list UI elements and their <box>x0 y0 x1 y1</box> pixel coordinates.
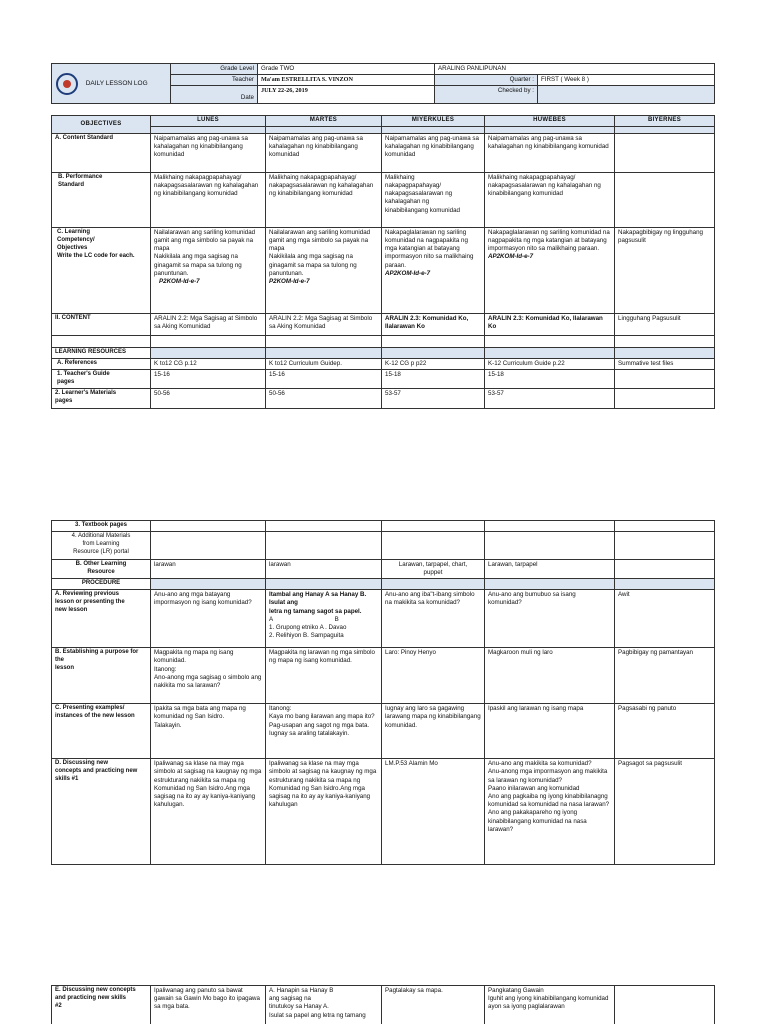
cell: Pagsagot sa pagsusulit <box>615 759 715 865</box>
row-label: II. CONTENT <box>52 313 151 335</box>
cell <box>266 227 382 313</box>
cell: Iugnay ang laro sa gagawing larawang mapa ng kinabibilangang komunidad. <box>382 704 485 759</box>
cell: ARALIN 2.3: Komunidad Ko, Ilalarawan Ko <box>382 313 485 335</box>
lc-code: AP2KOM-Id-e-7 <box>488 253 534 261</box>
grade-level-value: Grade TWO <box>258 64 435 75</box>
cell: ARALIN 2.2: Mga Sagisag at Simbolo sa Aking Komunidad <box>266 313 382 335</box>
lc-code: P2KOM-Id-e-7 <box>269 278 310 286</box>
cell: Pagtalakay sa mapa. <box>382 986 485 1024</box>
row-label: C. Learning Competency/ Objectives Write the LC code for each. <box>52 227 151 313</box>
cell: Itanong: Kaya mo bang ilarawan ang mapa ito? Pag-usapan ang sagot ng mga bata. Iugnay sa araling tatalakayin. <box>266 704 382 759</box>
cell <box>615 559 715 578</box>
row-label: B. Other Learning Resource <box>52 559 151 578</box>
cell: Awit <box>615 590 715 648</box>
date-value: JULY 22-26, 2019 <box>258 86 435 104</box>
date-label: Date <box>171 86 258 104</box>
day-header: HUWEBES <box>485 116 615 127</box>
logo-cell <box>52 64 171 104</box>
cell: Naipamamalas ang pag-unawa sa kahalagahan ng kinabibilangang komunidad <box>266 133 382 172</box>
cell-text: Nakapagbibigay ng lingguhang pagsusulit <box>618 228 703 245</box>
cell: LM.P.53 Alamin Mo <box>382 759 485 865</box>
cell-text: Nakapaglalarawan ng sariling komunidad na nagpapakita ng mga katangian at batayang impormasyon nito sa malikhaing paraan. <box>488 228 610 253</box>
cell: Malikhaing nakapagpapahayag/ nakapagsasalarawan ng kahalagahan ng kinabibilangang komunidad <box>266 172 382 227</box>
row-label: 4. Additional Materials from Learning Resource (LR) portal <box>52 531 151 559</box>
cell: 50-56 <box>266 388 382 408</box>
cell: K to12 CG p.12 <box>151 358 266 369</box>
cell: Summative test files <box>615 358 715 369</box>
row-label: A. Reviewing previous lesson or presenting the new lesson <box>52 590 151 648</box>
cell: K-12 Curriculum Guide p.22 <box>485 358 615 369</box>
cell: ARALIN 2.2: Mga Sagisag at Simbolo sa Aking Komunidad <box>151 313 266 335</box>
cell: 15-16 <box>266 370 382 389</box>
cell: Anu-ano ang bumubuo sa isang komunidad? <box>485 590 615 648</box>
cell: Malikhaing nakapagpapahayag/ nakapagsasalarawan ng kahalagahan ng kinabibilangang komunidad <box>382 172 485 227</box>
learning-area: ARALING PANLIPUNAN <box>435 64 715 75</box>
lc-code: AP2KOM-Id-e-7 <box>385 269 431 277</box>
quarter-value: FIRST ( Week 8 ) <box>538 75 715 86</box>
cell: Larawan, tarpapel, chart, puppet <box>382 559 485 578</box>
cell: 15-18 <box>485 370 615 389</box>
cell: 15-18 <box>382 370 485 389</box>
lesson-table-1 <box>51 115 715 409</box>
cell: Laro: Pinoy Henyo <box>382 648 485 704</box>
cell: Ipaliwanag ang panuto sa bawat gawain sa Gawin Mo bago ito ipagawa sa mga bata. <box>151 986 266 1024</box>
cell: Malikhaing nakapagpapahayag/ nakapagsasalarawan ng kahalagahan ng kinabibilangang komunidad <box>485 172 615 227</box>
checked-by-label: Checked by : <box>435 86 538 104</box>
day-header: BIYERNES <box>615 116 715 127</box>
cell: Magpakita ng larawan ng mga simbolo ng mapa ng isang komunidad. <box>266 648 382 704</box>
cell: Ipakita sa mga bata ang mapa ng komunidad ng San Isidro. Talakayin. <box>151 704 266 759</box>
cell: ARALIN 2.3: Komunidad Ko, Ilalarawan Ko <box>485 313 615 335</box>
row-label: E. Discussing new concepts and practicing new skills #2 <box>52 986 151 1024</box>
cell: Naipamamalas ang pag-unawa sa kahalagahan ng kinabibilangang komunidad <box>151 133 266 172</box>
cell <box>485 227 615 313</box>
cell: Larawan, tarpapel <box>485 559 615 578</box>
cell <box>615 388 715 408</box>
cell-title: Itambal ang Hanay A sa Hanay B. Isulat ang letra ng tamang sagot sa papel. <box>269 591 367 615</box>
quarter-label: Quarter : <box>435 75 538 86</box>
cell: 53-57 <box>485 388 615 408</box>
cell: Anu-ano ang makikita sa komunidad? Anu-anong mga impormasyon ang makikita sa larawan ng komunidad? Paano inilarawan ang komunidad Ano ang pagkaiba ng iyong kinabibilanagng komunidad sa komunidad na nasa larawan? Ano ang pakakapareho ng iyong kinabibilangang komunidad na nasa larawan? <box>485 759 615 865</box>
cell: Naipamamalas ang pag-unawa sa kahalagahan ng kinabibilangang komunidad <box>382 133 485 172</box>
cell: Lingguhang Pagsusulit <box>615 313 715 335</box>
cell <box>382 227 485 313</box>
row-label: A. Content Standard <box>52 133 151 172</box>
cell: Pangkatang Gawain Iguhit ang iyong kinabibilangang komunidad ayon sa iyong paglalarawan <box>485 986 615 1024</box>
cell-text: Nailalarawan ang sariling komunidad gamit ang mga simbolo sa payak na mapa Nakikilala ang mga sagisag na ginagamit sa mapa sa tulong ng panuntunan. <box>269 228 371 277</box>
cell: Anu-ano ang iba"t-ibang simbolo na makikita sa komunidad? <box>382 590 485 648</box>
row-label: D. Discussing new concepts and practicing new skills #1 <box>52 759 151 865</box>
cell-items: 1. Grupong etniko A . Davao 2. Relihiyon B. Sampaguita <box>269 623 347 640</box>
lc-code: P2KOM-Id-e-7 <box>159 278 200 286</box>
day-header: MARTES <box>266 116 382 127</box>
cell-text: Nailalarawan ang sariling komunidad gamit ang mga simbolo sa payak na mapa Nakikilala ang mga sagisag na ginagamit sa mapa sa tulong ng panuntunan. <box>154 228 256 277</box>
cell: Magkaroon muli ng laro <box>485 648 615 704</box>
lesson-table-2 <box>51 520 715 865</box>
cell <box>615 227 715 313</box>
header-table <box>51 63 715 104</box>
row-label: 1. Teacher's Guide pages <box>52 370 151 389</box>
row-label: 2. Learner's Materials pages <box>52 388 151 408</box>
teacher-value: Ma'am ESTRELLITA S. VINZON <box>258 75 435 86</box>
cell: larawan <box>151 559 266 578</box>
checked-by-value <box>538 86 715 104</box>
grade-level-label: Grade Level <box>171 64 258 75</box>
cell <box>615 986 715 1024</box>
cell-text: Nakapaglalarawan ng sariling komunidad na nagpapakita ng mga katangian at batayang impormasyon nito sa malikhaing paraan. <box>385 228 474 269</box>
cell: Ipaliwanag sa klase na may mga simbolo at sagisag na kaugnay ng mga estrukturang nakikita sa mapa ng Komunidad ng San Isidro.Ang mga sagisag na ito ay ay kaniya-kaniyang kahulugan <box>266 759 382 865</box>
cell <box>151 227 266 313</box>
row-label: A. References <box>52 358 151 369</box>
day-header: MIYERKULES <box>382 116 485 127</box>
cell-columns: A B <box>269 615 339 623</box>
cell: A. Hanapin sa Hanay B ang sagisag na tinutukoy sa Hanay A. Isulat sa papel ang letra ng tamang <box>266 986 382 1024</box>
log-title: DAILY LESSON LOG <box>85 80 148 88</box>
cell: 53-57 <box>382 388 485 408</box>
cell: Anu-ano ang mga batayang impormasyon ng isang komunidad? <box>151 590 266 648</box>
row-label: 3. Textbook pages <box>52 521 151 532</box>
cell: Naipamamalas ang pag-unawa sa kahalagahan ng kinabibilangang komunidad <box>485 133 615 172</box>
cell: 50-56 <box>151 388 266 408</box>
day-header: LUNES <box>151 116 266 127</box>
lesson-table-3 <box>51 985 715 1024</box>
cell: Ipaliwanag sa klase na may mga simbolo at sagisag na kaugnay ng mga estrukturang nakikita sa mapa ng Komunidad ng San Isidro.Ang mga sagisag na ito ay ay kaniya-kaniyang kahulugan. <box>151 759 266 865</box>
cell: Pagsasabi ng panuto <box>615 704 715 759</box>
cell <box>615 172 715 227</box>
row-label: LEARNING RESOURCES <box>52 347 151 358</box>
row-label: B. Performance Standard <box>52 172 151 227</box>
cell: Magpakita ng mapa ng isang komunidad. Itanong: Ano-anong mga sagisag o simbolo ang nakikita mo sa larawan? <box>151 648 266 704</box>
cell: 15-16 <box>151 370 266 389</box>
cell <box>615 370 715 389</box>
cell: K-12 CG p p22 <box>382 358 485 369</box>
cell: K to12 Curriculum Guidep. <box>266 358 382 369</box>
cell: Pagbibigay ng pamantayan <box>615 648 715 704</box>
row-label: PROCEDURE <box>52 579 151 590</box>
objectives-header: OBJECTIVES <box>52 116 151 134</box>
teacher-label: Teacher <box>171 75 258 86</box>
cell <box>615 133 715 172</box>
cell: Malikhaing nakapagpapahayag/ nakapagsasalarawan ng kahalagahan ng kinabibilangang komunidad <box>151 172 266 227</box>
cell: Ipaskil ang larawan ng isang mapa <box>485 704 615 759</box>
cell: larawan <box>266 559 382 578</box>
deped-seal-icon <box>56 73 78 95</box>
row-label: C. Presenting examples/ instances of the new lesson <box>52 704 151 759</box>
cell <box>266 590 382 648</box>
row-label: B. Establishing a purpose for the lesson <box>52 648 151 704</box>
